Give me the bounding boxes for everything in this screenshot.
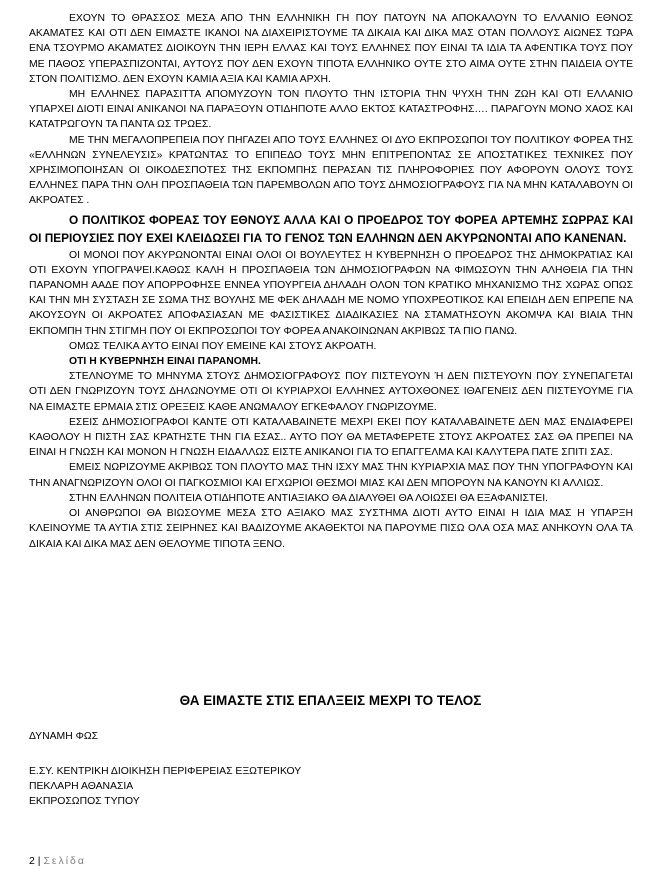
paragraph: ΟΙ ΜΟΝΟΙ ΠΟΥ ΑΚΥΡΩΝΟΝΤΑΙ ΕΙΝΑΙ ΟΛΟΙ ΟΙ ΒΟΥΛΕΥΤΕΣ Η ΚΥΒΕΡΝΗΣΗ Ο ΠΡΟΕΔΡΟΣ ΤΗΣ ΔΗΜΟΚΡΑΤΙΑΣ ΚΑΙ ΟΤΙ ΕΧΟΥΝ ΥΠΟΓΡΑΨΕΙ.ΚΑΘΩΣ ΚΑΛΗ Η ΠΡΟΣΠΑΘΕΙΑ ΤΩΝ ΔΗΜΟΣΙΟΓΡΑΦΩΝ ΝΑ ΦΙΜΩΣΟΥΝ ΤΗΝ ΑΛΗΘΕΙΑ ΓΙΑ ΤΗΝ ΠΑΡΑΝΟΜΗ ΑΑΔΕ ΠΟΥ ΑΠΟΡΡΟΦΗΣΕ ΕΝΝΕΑ ΥΠΟΥΡΓΕΙΑ ΔΗΛΑΔΗ ΟΛΟΝ ΤΟΝ ΚΡΑΤΙΚΟ ΜΗΧΑΝΙΣΜΟ ΤΗΣ ΧΩΡΑΣ ΟΠΩΣ ΚΑΙ ΤΗΝ ΜΗ ΣΥΣΤΑΣΗ ΣΕ ΣΩΜΑ ΤΗΣ ΒΟΥΛΗΣ ΜΕ ΦΕΚ ΔΗΛΑΔΗ ΜΕ ΝΟΜΟ ΥΠΟΧΡΕΟΤΙΚΟΣ ΚΑΙ ΕΠΕΙΔΗ ΔΕΝ ΕΠΡΕΠΕ ΝΑ ΑΚΟΥΣΟΥΝ ΟΙ ΑΚΡΟΑΤΕΣ ΑΠΟΦΑΣΙΑΣΑΝ ΜΕ ΦΑΣΙΣΤΙΚΕΣ ΔΙΑΔΙΚΑΣΙΕΣ ΝΑ ΣΤΑΜΑΤΗΣΟΥΝ ΑΚΟΜΨΑ ΚΑΙ ΒΙΑΙΑ ΤΗΝ ΕΚΠΟΜΠΗ ΤΗΝ ΣΤΙΓΜΗ ΠΟΥ ΟΙ ΕΚΠΡΟΣΩΠΟΙ ΤΟΥ ΦΟΡΕΑ ΑΝΑΚΟΙΝΩΝΑΝ ΑΚΡΙΒΩΣ ΤΑ ΠΙΟ ΠΑΝΩ.	[29, 249, 633, 337]
emphasis-paragraph: Ο ΠΟΛΙΤΙΚΟΣ ΦΟΡΕΑΣ ΤΟΥ ΕΘΝΟΥΣ ΑΛΛΑ ΚΑΙ Ο ΠΡΟΕΔΡΟΣ ΤΟΥ ΦΟΡΕΑ ΑΡΤΕΜΗΣ ΣΩΡΡΑΣ ΚΑΙ ΟΙ ΠΕΡΙΟΥΣΙΕΣ ΠΟΥ ΕΧΕΙ ΚΛΕΙΔΩΣΕΙ ΓΙΑ ΤΟ ΓΕΝΟΣ ΤΩΝ ΕΛΛΗΝΩΝ ΔΕΝ ΑΚΥΡΩΝΟΝΤΑΙ ΑΠΟ ΚΑΝΕΝΑΝ.	[29, 212, 633, 245]
paragraph: ΟΜΩΣ ΤΕΛΙΚΑ ΑΥΤΟ ΕΙΝΑΙ ΠΟΥ ΕΜΕΙΝΕ ΚΑΙ ΣΤΟΥΣ ΑΚΡΟΑΤΗ.	[69, 340, 377, 352]
paragraph: ΣΤΕΛΝΟΥΜΕ ΤΟ ΜΗΝΥΜΑ ΣΤΟΥΣ ΔΗΜΟΣΙΟΓΡΑΦΟΥΣ ΠΟΥ ΠΙΣΤΕΥΟΥΝ Ή ΔΕΝ ΠΙΣΤΕΥΟΥΝ ΠΟΥ ΣΥΝΕΠΑΓΕΤΑΙ ΟΤΙ ΔΕΝ ΓΝΩΡΙΖΟΥΝ ΤΟΥΣ ΔΗΛΩΝΟΥΜΕ ΟΤΙ ΟΙ ΚΥΡΙΑΡΧΟΙ ΕΛΛΗΝΕΣ ΑΥΤΟΧΘΟΝΕΣ ΙΘΑΓΕΝΕΙΣ ΔΕΝ ΠΙΣΤΕΥΟΥΜΕ ΓΙΑ ΝΑ ΕΙΜΑΣΤΕ ΕΡΜΑΙΑ ΣΤΙΣ ΟΡΕΞΕΙΣ ΚΑΘΕ ΑΝΩΜΑΛΟΥ ΕΓΚΕΦΑΛΟΥ ΓΝΩΡΙΖΟΥΜΕ.	[29, 371, 633, 413]
signature-role: ΕΚΠΡΟΣΩΠΟΣ ΤΥΠΟΥ	[29, 796, 140, 807]
signature-name: ΠΕΚΛΑΡΗ ΑΘΑΝΑΣΙΑ	[29, 781, 134, 792]
paragraph: ΕΜΕΙΣ ΝΩΡΙΖΟΥΜΕ ΑΚΡΙΒΩΣ ΤΟΝ ΠΛΟΥΤΟ ΜΑΣ ΤΗΝ ΙΣΧΥ ΜΑΣ ΤΗΝ ΚΥΡΙΑΡΧΙΑ ΜΑΣ ΠΟΥ ΤΗΝ ΥΠΟΓΡΑΦΟΥΝ ΚΑΙ ΤΗΝ ΑΝΑΓΝΩΡΙΖΟΥΝ ΟΛΟΙ ΟΙ ΠΑΓΚΟΣΜΙΟΙ ΚΑΙ ΕΓΧΩΡΙΟΙ ΘΕΣΜΟΙ ΜΙΑΣ ΚΑΙ ΔΕΝ ΜΠΟΡΟΥΝ ΝΑ ΚΑΝΟΥΝ ΚΙ ΑΛΛΙΩΣ.	[29, 462, 633, 489]
footer-separator: |	[37, 856, 41, 867]
signature-organization: Ε.ΣΥ. ΚΕΝΤΡΙΚΗ ΔΙΟΙΚΗΣΗ ΠΕΡΙΦΕΡΕΙΑΣ ΕΞΩΤΕΡΙΚΟΥ	[29, 766, 302, 777]
bold-statement: ΟΤΙ Η ΚΥΒΕΡΝΗΣΗ ΕΙΝΑΙ ΠΑΡΑΝΟΜΗ.	[69, 356, 261, 368]
paragraph: ΣΤΗΝ ΕΛΛΗΝΩΝ ΠΟΛΙΤΕΙΑ ΟΤΙΔΗΠΟΤΕ ΑΝΤΙΑΞΙΑΚΟ ΘΑ ΔΙΑΛΥΘΕΙ ΘΑ ΛΟΙΩΣΕΙ ΘΑ ΕΞΑΦΑΝΙΣΤΕΙ.	[69, 492, 548, 504]
page-word: Σελίδα	[43, 856, 86, 867]
closing-heading: ΘΑ ΕΙΜΑΣΤΕ ΣΤΙΣ ΕΠΑΛΞΕΙΣ ΜΕΧΡΙ ΤΟ ΤΕΛΟΣ	[179, 693, 482, 708]
body-text	[29, 11, 633, 552]
signoff: ΔΥΝΑΜΗ ΦΩΣ	[29, 731, 99, 742]
page-footer	[29, 856, 86, 867]
page-number: 2	[29, 856, 35, 867]
paragraph: ΜΗ ΕΛΛΗΝΕΣ ΠΑΡΑΣΙΤΤΑ ΑΠΟΜΥΖΟΥΝ ΤΟΝ ΠΛΟΥΤΟ ΤΗΝ ΙΣΤΟΡΙΑ ΤΗΝ ΨΥΧΗ ΤΗΝ ΖΩΗ ΚΑΙ ΟΤΙ ΕΛΛΑΝΙΟ ΥΠΑΡΧΕΙ ΔΙΟΤΙ ΕΙΝΑΙ ΑΝΙΚΑΝΟΙ ΝΑ ΠΑΡΑΞΟΥΝ ΟΤΙΔΗΠΟΤΕ ΑΛΛΟ ΕΚΤΟΣ ΚΑΤΑΣΤΡΟΦΗΣ…. ΠΑΡΑΓΟΥΝ ΜΟΝΟ ΧΑΟΣ ΚΑΙ ΚΑΤΑΤΡΩΓΟΥΝ ΤΑ ΠΑΝΤΑ ΩΣ ΤΡΩΕΣ.	[29, 89, 633, 131]
paragraph: ΜΕ ΤΗΝ ΜΕΓΑΛΟΠΡΕΠΕΙΑ ΠΟΥ ΠΗΓΑΖΕΙ ΑΠΟ ΤΟΥΣ ΕΛΛΗΝΕΣ ΟΙ ΔΥΟ ΕΚΠΡΟΣΩΠΟΙ ΤΟΥ ΠΟΛΙΤΙΚΟΥ ΦΟΡΕΑ ΤΗΣ «ΕΛΛΗΝΩΝ ΣΥΝΕΛΕΥΣΙΣ» ΚΡΑΤΩΝΤΑΣ ΤΟ ΕΠΙΠΕΔΟ ΤΟΥΣ ΜΗΝ ΕΠΙΤΡΕΠΟΝΤΑΣ ΣΕ ΑΠΟΣΤΑΤΙΚΕΣ ΤΕΧΝΙΚΕΣ ΠΟΥ ΧΡΗΣΙΜΟΠΟΙΗΣΑΝ ΟΙ ΟΙΚΟΔΕΣΠΟΤΕΣ ΤΗΣ ΕΚΠΟΜΠΗΣ ΠΕΡΑΣΑΝ ΤΙΣ ΠΛΗΡΟΦΟΡΙΕΣ ΠΟΥ ΑΦΟΡΟΥΝ ΟΛΟΥΣ ΤΟΥΣ ΕΛΛΗΝΕΣ ΠΑΡΑ ΤΗΝ ΟΛΗ ΠΡΟΣΠΑΘΕΙΑ ΤΩΝ ΠΑΡΕΜΒΟΛΩΝ ΑΠΟ ΤΟΥΣ ΔΗΜΟΣΙΟΓΡΑΦΟΥΣ ΓΙΑ ΝΑ ΜΗΝ ΚΑΤΑΛΑΒΟΥΝ ΟΙ ΑΚΡΟΑΤΕΣ .	[29, 134, 633, 207]
paragraph: ΕΧΟΥΝ ΤΟ ΘΡΑΣΣΟΣ ΜΕΣΑ ΑΠΟ ΤΗΝ ΕΛΛΗΝΙΚΗ ΓΗ ΠΟΥ ΠΑΤΟΥΝ ΝΑ ΑΠΟΚΑΛΟΥΝ ΤΟ ΕΛΛΑΝΙΟ ΕΘΝΟΣ ΑΚΑΜΑΤΕΣ ΚΑΙ ΟΤΙ ΔΕΝ ΕΙΜΑΣΤΕ ΙΚΑΝΟΙ ΝΑ ΔΙΑΧΕΙΡΙΣΤΟΥΜΕ ΤΑ ΔΙΚΑΙΑ ΚΑΙ ΔΙΚΑ ΜΑΣ ΟΤΑΝ ΠΟΛΛΟΥΣ ΑΙΩΝΕΣ ΤΩΡΑ ΕΝΑ ΤΣΟΥΡΜΟ ΑΚΑΜΑΤΕΣ ΔΙΟΙΚΟΥΝ ΤΗΝ ΙΕΡΗ ΕΛΛΑΣ ΚΑΙ ΤΟΥΣ ΕΛΛΗΝΕΣ ΠΟΥ ΕΙΝΑΙ ΤΑ ΙΔΙΑ ΤΑ ΑΦΕΝΤΙΚΑ ΤΟΥΣ ΠΟΥ ΜΕ ΠΑΘΟΣ ΥΠΕΡΑΣΠΙΖΟΝΤΑΙ, ΑΥΤΟΥΣ ΠΟΥ ΔΕΝ ΕΧΟΥΝ ΤΙΠΟΤΑ ΕΛΛΗΝΙΚΟ ΟΥΤΕ ΣΤΟ ΑΙΜΑ ΟΥΤΕ ΣΤΗΝ ΠΑΙΔΕΙΑ ΟΥΤΕ ΣΤΟΝ ΠΟΛΙΤΙΣΜΟ. ΔΕΝ ΕΧΟΥΝ ΚΑΜΙΑ ΑΞΙΑ ΚΑΙ ΚΑΜΙΑ ΑΡΧΗ.	[29, 13, 633, 85]
paragraph: ΕΣΕΙΣ ΔΗΜΟΣΙΟΓΡΑΦΟΙ ΚΑΝΤΕ ΟΤΙ ΚΑΤΑΛΑΒΑΙΝΕΤΕ ΜΕΧΡΙ ΕΚΕΙ ΠΟΥ ΚΑΤΑΛΑΒΑΙΝΕΤΕ ΔΕΝ ΜΑΣ ΕΝΔΙΑΦΕΡΕΙ ΚΑΘΟΛΟΥ Η ΠΙΣΤΗ ΣΑΣ ΚΡΑΤΗΣΤΕ ΤΗΝ ΓΙΑ ΕΣΑΣ.. ΑΥΤΟ ΠΟΥ ΘΑ ΜΕΤΑΦΕΡΕΤΕ ΣΤΟΥΣ ΑΚΡΟΑΤΕΣ ΣΑΣ ΘΑ ΠΡΕΠΕΙ ΝΑ ΕΙΝΑΙ Η ΓΝΩΣΗ ΚΑΙ ΜΟΝΟΝ Η ΓΝΩΣΗ ΕΙΔΑΛΛΩΣ ΕΙΣΤΕ ΑΝΙΚΑΝΟΙ ΓΙΑ ΤΟ ΕΠΑΓΓΕΛΜΑ ΚΑΙ ΚΑΛΥΤΕΡΑ ΠΑΤΕ ΣΠΙΤΙ ΣΑΣ.	[29, 416, 633, 459]
paragraph: ΟΙ ΑΝΘΡΩΠΟΙ ΘΑ ΒΙΩΣΟΥΜΕ ΜΕΣΑ ΣΤΟ ΑΞΙΑΚΟ ΜΑΣ ΣΥΣΤΗΜΑ ΔΙΟΤΙ ΑΥΤΟ ΕΙΝΑΙ Η ΙΔΙΑ ΜΑΣ Η ΥΠΑΡΞΗ ΚΛΕΙΝΟΥΜΕ ΤΑ ΑΥΤΙΑ ΣΤΙΣ ΣΕΙΡΗΝΕΣ ΚΑΙ ΒΑΔΙΖΟΥΜΕ ΑΚΑΘΕΚΤΟΙ ΝΑ ΠΑΡΟΥΜΕ ΠΙΣΩ ΟΛΑ ΟΣΑ ΜΑΣ ΑΝΗΚΟΥΝ ΟΛΑ ΤΑ ΔΙΚΑΙΑ ΚΑΙ ΔΙΚΑ ΜΑΣ ΔΕΝ ΘΕΛΟΥΜΕ ΤΙΠΟΤΑ ΞΕΝΟ.	[29, 508, 633, 550]
